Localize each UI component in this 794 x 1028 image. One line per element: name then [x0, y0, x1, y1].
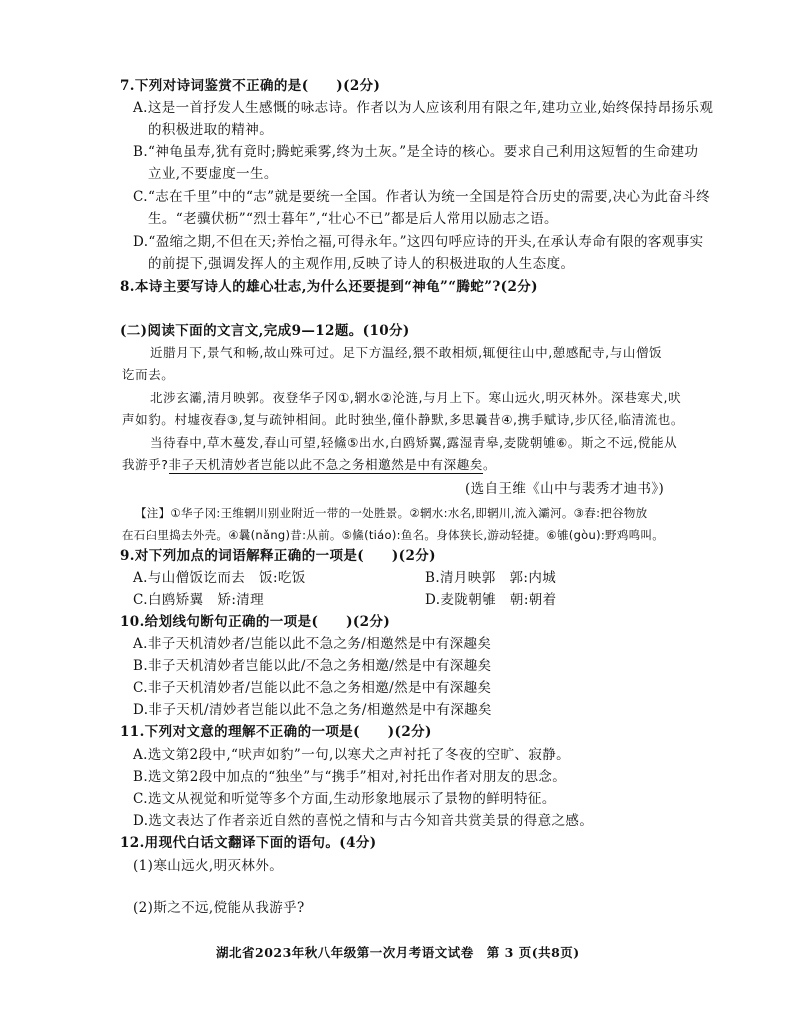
- annotation-line1: 【注】①华子冈:王维辋川别业附近一带的一处胜景。②辋水:水名,即辋川,流入灞河。③舂:把谷物放: [135, 506, 648, 520]
- q7-option-a-line1: A.这是一首抒发人生感慨的咏志诗。作者以为人应该利用有限之年,建功立业,始终保持昂扬乐观: [133, 100, 714, 116]
- passage-para1-line1: 近腊月下,景气和畅,故山殊可过。足下方温经,猥不敢相烦,辄便往山中,憩感配寺,与山僧饭: [150, 345, 663, 360]
- passage-para3-line1: 当待春中,草木蔓发,春山可望,轻鯈⑤出水,白鸥矫翼,露湿青皋,麦陇朝雊⑥。斯之不远,傥能从: [150, 435, 678, 450]
- q9-stem: 9.对下列加点的词语解释正确的一项是( )(2分): [120, 548, 436, 564]
- q7-option-c-line2: 生。“老骥伏枥”“烈士暮年”,“壮心不已”都是后人常用以励志之语。: [148, 211, 558, 227]
- q7-stem: 7.下列对诗词鉴赏不正确的是( )(2分): [120, 78, 381, 94]
- q12-sentence-1: (1)寒山远火,明灭林外。: [133, 858, 284, 874]
- q7-option-c-line1: C.“志在千里”中的“志”就是要统一全国。作者认为统一全国是符合历史的需要,决心为此奋斗终: [133, 189, 711, 205]
- q10-stem: 10.给划线句断句正确的一项是( )(2分): [120, 614, 391, 630]
- q10-option-b: B.非子天机清妙者岂能以此/不急之务相邀/然是中有深趣矣: [133, 658, 492, 674]
- q12-stem: 12.用现代白话文翻译下面的语句。(4分): [120, 835, 377, 851]
- page-footer: 湖北省2023年秋八年级第一次月考语文试卷 第 3 页(共8页): [216, 945, 580, 960]
- q9-option-b: B.清月映郭 郭:内城: [425, 570, 557, 586]
- passage-para3-line2: [122, 456, 496, 474]
- q11-option-d: D.选文表达了作者亲近自然的喜悦之情和与古今知音共赏美景的得意之感。: [133, 813, 594, 829]
- q12-sentence-2: (2)斯之不远,傥能从我游乎?: [133, 900, 305, 916]
- passage-source: (选自王维《山中与裴秀才迪书》): [465, 481, 665, 497]
- q11-option-b: B.选文第2段中加点的“独坐”与“携手”相对,衬托出作者对朋友的思念。: [133, 769, 567, 785]
- q7-option-d-line2: 的前提下,强调发挥人的主观作用,反映了诗人的积极进取的人生态度。: [148, 256, 575, 272]
- passage-para3-end: 。: [482, 457, 497, 472]
- q10-option-a: A.非子天机清妙者/岂能以此不急之务/相邀然是中有深趣矣: [133, 636, 492, 652]
- q7-option-b-line2: 立业,不要虚度一生。: [148, 166, 278, 182]
- q11-option-a: A.选文第2段中,“吠声如豹”一句,以寒犬之声衬托了冬夜的空旷、寂静。: [133, 747, 571, 763]
- q10-option-d: D.非子天机/清妙者岂能以此不急之务/相邀然是中有深趣矣: [133, 702, 492, 718]
- q11-stem: 11.下列对文意的理解不正确的一项是( )(2分): [120, 724, 432, 740]
- annotation-line2: 在石臼里捣去外壳。④曩(nǎng)昔:从前。⑤鯈(tiáo):鱼名。身体狭长,游动轻捷。⑥雊(gòu):野鸡鸣叫。: [122, 528, 665, 542]
- section2-heading: (二)阅读下面的文言文,完成9—12题。(10分): [120, 323, 410, 339]
- passage-para2-line2: 声如豹。村墟夜舂③,复与疏钟相间。此时独坐,僮仆静默,多思曩昔④,携手赋诗,步仄径,临清流也。: [122, 412, 684, 427]
- q9-option-d: D.麦陇朝雊 朝:朝着: [425, 592, 557, 608]
- q11-option-c: C.选文从视觉和听觉等多个方面,生动形象地展示了景物的鲜明特征。: [133, 791, 556, 807]
- q9-option-c: C.白鸥矫翼 矫:清理: [133, 592, 265, 608]
- passage-para3-plain: 我游乎?: [122, 457, 169, 472]
- passage-para1-line2: 讫而去。: [122, 367, 175, 382]
- q10-option-c: C.非子天机清妙者/岂能以此不急之务相邀/然是中有深趣矣: [133, 680, 492, 696]
- q7-option-a-line2: 的积极进取的精神。: [148, 122, 274, 138]
- q7-option-d-line1: D.“盈缩之期,不但在天;养怡之福,可得永年。”这四句呼应诗的开头,在承认寿命有限的客观事实: [133, 234, 704, 250]
- q7-option-b-line1: B.“神龟虽寿,犹有竟时;腾蛇乘雾,终为土灰。”是全诗的核心。要求自己利用这短暂的生命建功: [133, 144, 699, 160]
- underlined-sentence: 非子天机清妙者岂能以此不急之务相邀然是中有深趣矣: [168, 457, 483, 472]
- q8-stem: 8.本诗主要写诗人的雄心壮志,为什么还要提到“神龟”“腾蛇”?(2分): [120, 279, 538, 295]
- passage-para2-line1: 北涉玄灞,清月映郭。夜登华子冈①,辋水②沦涟,与月上下。寒山远火,明灭林外。深巷寒犬,吠: [150, 390, 682, 405]
- q9-option-a: A.与山僧饭讫而去 饭:吃饭: [133, 570, 306, 586]
